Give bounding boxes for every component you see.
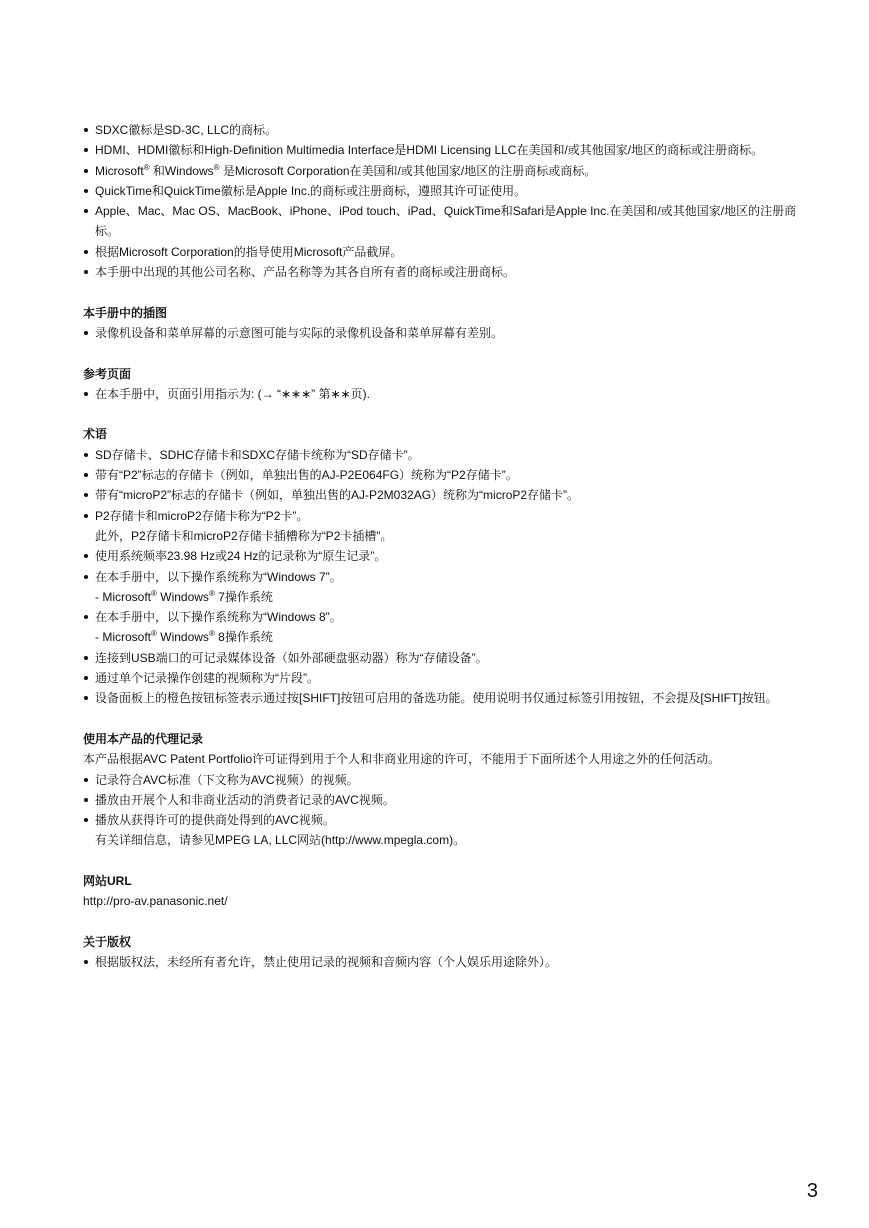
list-item: [83, 201, 818, 242]
list-item-text: 录像机设备和菜单屏幕的示意图可能与实际的录像机设备和菜单屏幕有差别。: [95, 325, 504, 340]
list-item-text: P2存储卡和microP2存储卡称为“P2卡”。: [95, 508, 309, 523]
copyright-section: [83, 932, 818, 973]
list-item: [83, 607, 818, 648]
list-item: [83, 668, 818, 688]
list-item-text-part: 和Windows: [149, 163, 214, 178]
trademarks-list: [83, 120, 818, 282]
bullet-icon: [84, 189, 88, 193]
bullet-icon: [84, 676, 88, 680]
bullet-icon: [84, 331, 88, 335]
list-item-note: 此外，P2存储卡和microP2存储卡插槽称为“P2卡插槽”。: [95, 528, 393, 543]
section-heading: 术语: [83, 427, 108, 442]
list-item: [83, 952, 818, 972]
bullet-icon: [84, 960, 88, 964]
list-item-text: 播放从获得许可的提供商处得到的AVC视频。: [95, 813, 335, 828]
section-heading: 本手册中的插图: [83, 305, 168, 320]
registered-mark: ®: [208, 629, 215, 639]
list-item-text: SD存储卡、SDHC存储卡和SDXC存储卡统称为“SD存储卡”。: [95, 447, 420, 462]
list-item: [83, 140, 818, 160]
section-heading: 使用本产品的代理记录: [83, 731, 204, 746]
note-text-part: - Microsoft: [95, 630, 152, 645]
website-url: http://pro-av.panasonic.net/: [83, 894, 228, 909]
bullet-icon: [84, 250, 88, 254]
bullet-icon: [84, 169, 88, 173]
list-item: [83, 120, 818, 140]
references-section: [83, 364, 818, 405]
bullet-icon: [84, 493, 88, 497]
list-item: [83, 810, 818, 851]
list-item-text: 在本手册中，以下操作系统称为“Windows 8”。: [95, 610, 342, 625]
terms-list: [83, 445, 818, 709]
bullet-icon: [84, 696, 88, 700]
list-item-text: 使用系统频率23.98 Hz或24 Hz的记录称为“原生记录”。: [95, 549, 387, 564]
website-section: [83, 871, 818, 912]
list-item: [83, 688, 818, 708]
list-item: [83, 242, 818, 262]
bullet-icon: [84, 554, 88, 558]
list-item: [83, 546, 818, 566]
list-item: [83, 384, 818, 404]
bullet-icon: [84, 453, 88, 457]
illustrations-list: [83, 323, 818, 343]
section-heading: 网站URL: [83, 873, 132, 888]
list-item: [83, 323, 818, 343]
list-item-text: SDXC徽标是SD-3C, LLC的商标。: [95, 123, 278, 137]
list-item: [83, 445, 818, 465]
list-item-text: 带有“microP2”标志的存储卡（例如，单独出售的AJ-P2M032AG）统称为“microP2存储卡”。: [95, 488, 580, 503]
section-heading: 关于版权: [83, 934, 132, 949]
bullet-icon: [84, 128, 88, 132]
list-item-note: [95, 587, 818, 607]
list-item-text-part: Microsoft: [95, 163, 144, 178]
registered-mark: ®: [208, 588, 215, 598]
list-item-text: 在本手册中，页面引用指示为: (→ “∗∗∗” 第∗∗页).: [95, 386, 370, 401]
list-item-text: 在本手册中，以下操作系统称为“Windows 7”。: [95, 569, 342, 584]
bullet-icon: [84, 818, 88, 822]
bullet-icon: [84, 270, 88, 274]
list-item: [83, 770, 818, 790]
avc-list: [83, 770, 818, 851]
copyright-list: [83, 952, 818, 972]
list-item-text: 本手册中出现的其他公司名称、产品名称等为其各自所有者的商标或注册商标。: [95, 265, 516, 280]
registered-mark: ®: [151, 629, 157, 639]
note-text-part: 8操作系统: [214, 630, 273, 645]
bullet-icon: [84, 778, 88, 782]
references-list: [83, 384, 818, 404]
bullet-icon: [84, 514, 88, 518]
registered-mark: ®: [143, 162, 150, 172]
list-item: [83, 790, 818, 810]
list-item-text-part: 是Microsoft Corporation在美国和/或其他国家/地区的注册商标或商标。: [219, 163, 597, 178]
list-item: [83, 465, 818, 485]
avc-section: [83, 729, 818, 851]
list-item: [83, 485, 818, 505]
illustrations-section: [83, 303, 818, 344]
bullet-icon: [84, 798, 88, 802]
list-item-note: 有关详细信息，请参见MPEG LA, LLC网站(http://www.mpegla.com)。: [95, 833, 466, 848]
list-item-text: 设备面板上的橙色按钮标签表示通过按[SHIFT]按钮可启用的备选功能。使用说明书仅通过标签引用按钮，不会提及[SHIFT]按钮。: [95, 691, 778, 706]
list-item-text: 带有“P2”标志的存储卡（例如，单独出售的AJ-P2E064FG）统称为“P2存储卡”。: [95, 468, 518, 483]
list-item-text: HDMI、HDMI徽标和High-Definition Multimedia Interface是HDMI Licensing LLC在美国和/或其他国家/地区的商标或注册商标。: [95, 143, 764, 158]
section-heading: 参考页面: [83, 366, 132, 381]
list-item: [83, 262, 818, 282]
list-item-text: 根据Microsoft Corporation的指导使用Microsoft产品截屏。: [95, 244, 403, 259]
bullet-icon: [84, 392, 88, 396]
list-item: [83, 506, 818, 547]
list-item: [83, 567, 818, 608]
list-item-text: Apple、Mac、Mac OS、MacBook、iPhone、iPod touch、iPad、QuickTime和Safari是Apple Inc.在美国和/或其他国家/地区的注册商标。: [95, 204, 797, 239]
registered-mark: ®: [213, 162, 220, 172]
note-text-part: Windows: [156, 630, 209, 645]
terms-section: [83, 424, 818, 708]
trademarks-section: [83, 120, 818, 282]
note-text-part: 7操作系统: [214, 589, 273, 604]
list-item-text: 播放由开展个人和非商业活动的消费者记录的AVC视频。: [95, 792, 395, 807]
registered-mark: ®: [151, 588, 157, 598]
document-page: [83, 120, 818, 972]
page-number: 3: [806, 1180, 818, 1202]
list-item-text: 连接到USB端口的可记录媒体设备（如外部硬盘驱动器）称为“存储设备”。: [95, 650, 488, 665]
note-text-part: Windows: [156, 589, 209, 604]
section-intro: 本产品根据AVC Patent Portfolio许可证得到用于个人和非商业用途的许可，不能用于下面所述个人用途之外的任何活动。: [83, 752, 721, 767]
list-item: [83, 161, 818, 181]
list-item: [83, 181, 818, 201]
note-text-part: - Microsoft: [95, 589, 152, 604]
bullet-icon: [84, 615, 88, 619]
list-item-note: [95, 627, 818, 647]
list-item-text: 记录符合AVC标准（下文称为AVC视频）的视频。: [95, 772, 359, 787]
list-item-text: QuickTime和QuickTime徽标是Apple Inc.的商标或注册商标，遵照其许可证使用。: [95, 183, 527, 198]
bullet-icon: [84, 148, 88, 152]
list-item-text: 根据版权法，未经所有者允许，禁止使用记录的视频和音频内容（个人娱乐用途除外）。: [95, 955, 558, 970]
bullet-icon: [84, 575, 88, 579]
bullet-icon: [84, 209, 88, 213]
list-item: [83, 648, 818, 668]
list-item-text: 通过单个记录操作创建的视频称为“片段”。: [95, 671, 319, 686]
bullet-icon: [84, 656, 88, 660]
bullet-icon: [84, 473, 88, 477]
